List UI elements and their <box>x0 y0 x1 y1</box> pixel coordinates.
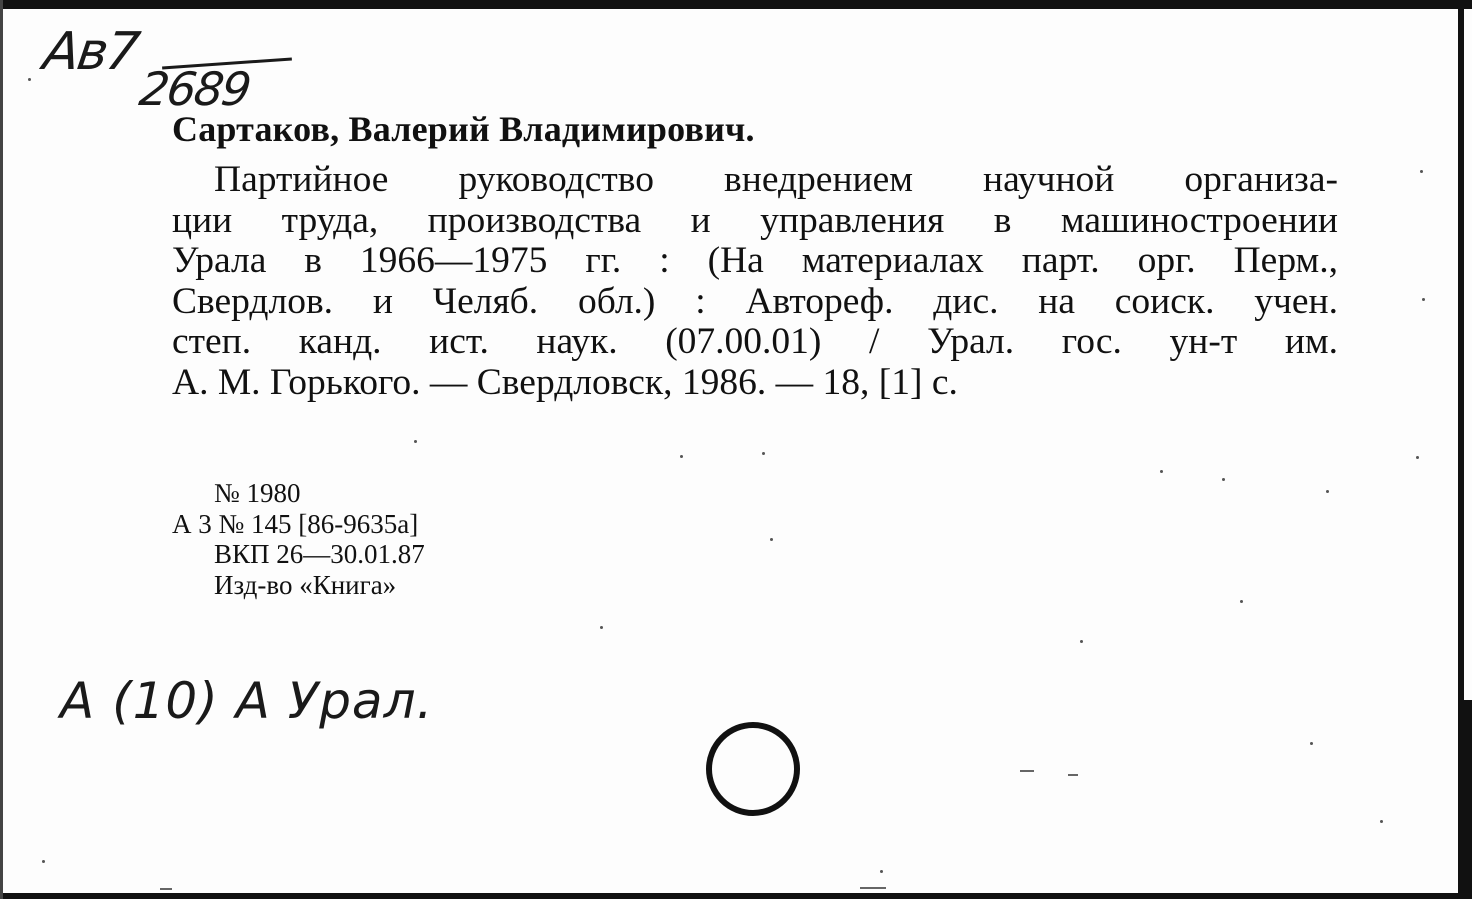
scan-speck <box>1326 490 1329 493</box>
call-number <box>39 22 274 116</box>
scan-speck <box>42 860 45 863</box>
scan-dash <box>860 887 886 889</box>
scan-speck <box>1380 820 1383 823</box>
card-border-bottom <box>0 893 1472 899</box>
scan-speck <box>680 455 683 458</box>
call-number-prefix: Ав7 <box>39 22 142 82</box>
scan-speck <box>1310 742 1313 745</box>
scan-dash <box>1020 770 1034 772</box>
scan-speck <box>1416 456 1419 459</box>
subject-note: А (10) А Урал. <box>60 672 434 730</box>
vkp-code: ВКП 26—30.01.87 <box>214 539 425 569</box>
scan-speck <box>1080 640 1083 643</box>
scan-speck <box>28 78 31 81</box>
scan-speck <box>880 870 883 873</box>
registration-number: А 3 № 145 [86-9635а] <box>172 508 419 539</box>
description-line: А. М. Горького. — Свердловск, 1986. — 18, [1] с. <box>172 361 958 403</box>
scan-speck <box>770 538 773 541</box>
card-border-left <box>0 0 3 899</box>
description-line: Урала в 1966—1975 гг. : (На материалах парт. орг. Перм., <box>172 240 1338 282</box>
punch-hole <box>706 722 800 816</box>
description-line: ции труда, производства и управления в машиностроении <box>172 199 1338 241</box>
scan-speck <box>1240 600 1243 603</box>
scan-speck <box>1160 470 1163 473</box>
imprint-block <box>172 478 425 600</box>
description-line: степ. канд. ист. наук. (07.00.01) / Урал. гос. ун-т им. <box>172 321 1338 363</box>
description-line: Свердлов. и Челяб. обл.) : Автореф. дис. на соиск. учен. <box>172 280 1338 322</box>
description-line: Партийное руководство внедрением научной организа- <box>214 159 1338 200</box>
bibliographic-description <box>172 160 1338 404</box>
scan-speck <box>762 452 765 455</box>
scan-speck <box>600 626 603 629</box>
scan-speck <box>1420 170 1423 173</box>
publisher: Изд-во «Книга» <box>214 569 397 600</box>
card-border-right-lower <box>1464 700 1472 893</box>
card-border-top <box>0 0 1472 9</box>
scan-speck <box>414 440 417 443</box>
scan-speck <box>1222 478 1225 481</box>
scan-speck <box>1422 298 1425 301</box>
scan-dash <box>1068 774 1078 776</box>
call-number-suffix: 2689 <box>136 62 253 116</box>
scan-dash <box>160 888 172 890</box>
author-heading: Сартаков, Валерий Владимирович. <box>172 109 755 149</box>
card-number: № 1980 <box>214 478 301 508</box>
